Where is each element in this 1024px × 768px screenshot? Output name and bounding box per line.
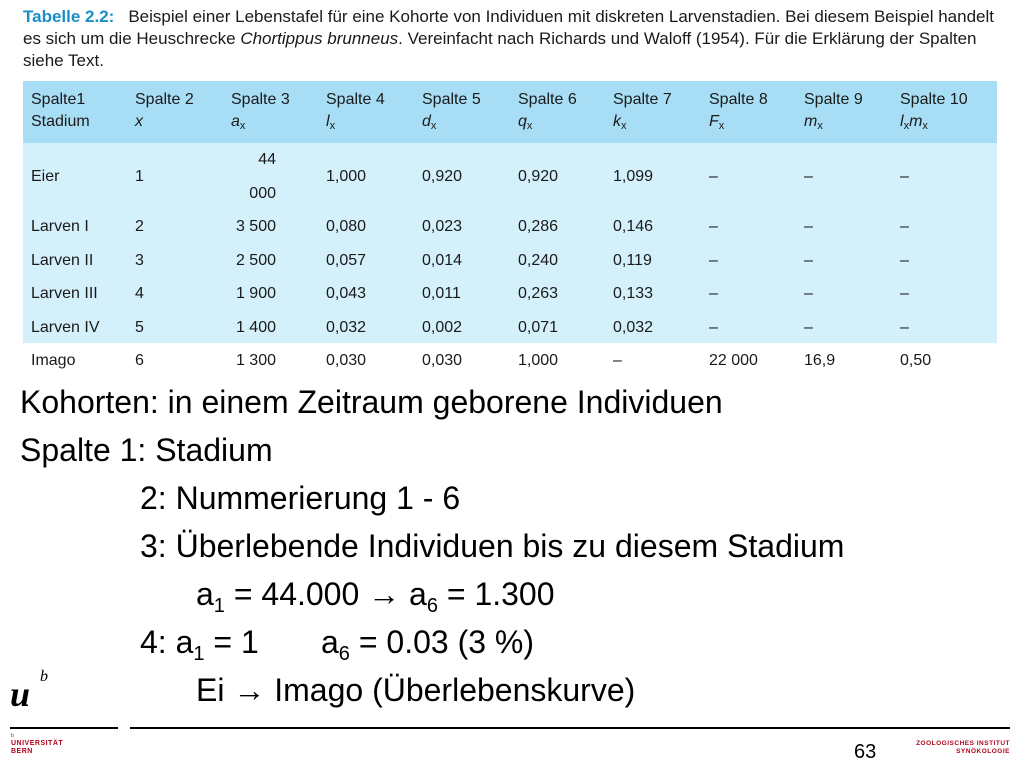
body-line-col3: 3: Überlebende Individuen bis zu diesem Stadium [140, 528, 845, 564]
table-cell: 1 400 [235, 318, 276, 336]
university-name: UNIVERSITÄT BERN [11, 740, 64, 755]
table-cell: 0,920 [422, 167, 463, 185]
table-row [23, 143, 997, 210]
life-table [23, 81, 997, 369]
table-cell: – [709, 251, 718, 269]
table-cell: 0,030 [422, 352, 463, 369]
table-cell: – [804, 251, 813, 269]
header-col-5: Spalte 5 $d_x$ [422, 91, 481, 132]
table-cell: 0,286 [518, 218, 559, 235]
page-number: 63 [854, 741, 877, 763]
table-row [23, 311, 997, 345]
table-cell: 6 [135, 352, 144, 369]
table-cell: 0,011 [422, 285, 461, 302]
table-cell: 1 900 [235, 285, 276, 302]
table-cell: 0,032 [613, 318, 654, 336]
body-line-survival: Ei → Imago (Überlebenskurve) [196, 672, 636, 708]
table-cell: – [804, 218, 813, 235]
table-cell: Larven II [31, 251, 94, 269]
table-cell: 16,9 [804, 352, 836, 369]
body-line-cohort: Kohorten: in einem Zeitraum geborene Individuen [20, 384, 723, 420]
table-cell: 1 [135, 167, 144, 185]
table-cell: – [709, 318, 718, 336]
table-cell: – [709, 167, 718, 185]
table-cell: Larven III [31, 285, 98, 302]
header-col-8: Spalte 8 $F_x$ [709, 91, 768, 132]
table-cell: 0,080 [326, 218, 367, 235]
table-cell: 2 [135, 218, 144, 235]
table-cell: – [613, 352, 622, 369]
table-cell: Larven I [31, 218, 89, 235]
table-cell: 0,002 [422, 318, 463, 336]
table-cell: 0,032 [326, 318, 367, 336]
header-col-1: Spalte1 Stadium [31, 91, 90, 130]
body-line-col1: Spalte 1: Stadium [20, 432, 273, 468]
body-line-col4: 4: $a_1 = 1$ $a_6 = 0.03$ (3 %) [140, 624, 535, 665]
table-cell: 0,014 [422, 251, 463, 269]
header-col-6: Spalte 6 $q_x$ [518, 91, 577, 132]
table-cell: 0,50 [900, 352, 932, 369]
caption-label: Tabelle 2.2: [23, 7, 115, 26]
table-cell: 0,043 [326, 285, 367, 302]
caption-text-after: . Vereinfacht nach Richards und Waloff (1954). Für die Erklärung der Spalten siehe Text. [23, 29, 977, 70]
header-col-2: Spalte 2 x [135, 91, 194, 130]
table-cell: 22 000 [709, 352, 758, 369]
table-cell: 0,119 [613, 251, 652, 269]
table-cell: 0,057 [326, 251, 367, 269]
table-row [23, 244, 997, 278]
table-cell: – [900, 251, 909, 269]
table-cell: 1 300 [235, 352, 276, 369]
university-logo-b: b [40, 668, 48, 685]
table-cell: – [900, 167, 909, 185]
table-cell: 0,920 [518, 167, 559, 185]
caption-text-before: Beispiel einer Lebenstafel für eine Kohorte von Individuen mit diskreten Larvenstadien. Bei diesem Beispiel handelt es sich um die Heuschrecke [23, 7, 994, 48]
table-cell: – [900, 218, 909, 235]
table-row [23, 277, 997, 311]
life-table-grid [23, 81, 997, 378]
table-cell: 44 000 [249, 151, 276, 202]
table-cell: Larven IV [31, 318, 100, 336]
table-cell: – [804, 318, 813, 336]
table-header-row [23, 81, 997, 143]
table-cell: 0,263 [518, 285, 559, 302]
footer-rule-right [130, 727, 1010, 729]
table-cell: 0,023 [422, 218, 463, 235]
body-line-col2: 2: Nummerierung 1 - 6 [140, 480, 461, 516]
table-cell: 3 500 [235, 218, 276, 235]
table-cell: – [709, 285, 718, 302]
header-col-10: Spalte 10 $l_xm_x$ [900, 91, 968, 132]
table-cell: 3 [135, 251, 144, 269]
table-cell: 0,071 [518, 318, 559, 336]
table-cell: – [900, 285, 909, 302]
table-row [23, 344, 997, 378]
institute-name: ZOOLOGISCHES INSTITUT SYNÖKOLOGIE [916, 740, 1010, 755]
footer-rule-left [10, 727, 118, 729]
table-cell: Eier [31, 167, 60, 185]
table-cell: – [804, 167, 813, 185]
table-cell: Imago [31, 352, 76, 369]
header-col-3: Spalte 3 $a_x$ [231, 91, 290, 132]
body-line-a-values: $a_1 = 44.000 \to a_6 = 1.300$ [196, 576, 555, 617]
table-caption [23, 6, 1003, 72]
caption-species: Chortippus brunneus [240, 29, 399, 48]
table-row [23, 210, 997, 244]
table-cell: 0,240 [518, 251, 559, 269]
table-cell: 1,000 [518, 352, 559, 369]
table-cell: – [900, 318, 909, 336]
table-cell: 0,146 [613, 218, 654, 235]
table-cell: 1,000 [326, 167, 367, 185]
table-cell: 4 [135, 285, 144, 302]
table-cell: 0,133 [613, 285, 654, 302]
table-cell: 5 [135, 318, 144, 336]
table-cell: – [709, 218, 718, 235]
table-cell: – [804, 285, 813, 302]
slide-body [20, 378, 844, 714]
header-col-7: Spalte 7 $k_x$ [613, 91, 672, 132]
table-cell: 2 500 [235, 251, 276, 269]
university-logo-u: u [10, 674, 31, 714]
table-cell: 0,030 [326, 352, 367, 369]
header-col-4: Spalte 4 $l_x$ [326, 91, 385, 132]
header-col-9: Spalte 9 $m_x$ [804, 91, 863, 132]
table-cell: 1,099 [613, 167, 654, 185]
university-mark-b: b [11, 733, 14, 739]
